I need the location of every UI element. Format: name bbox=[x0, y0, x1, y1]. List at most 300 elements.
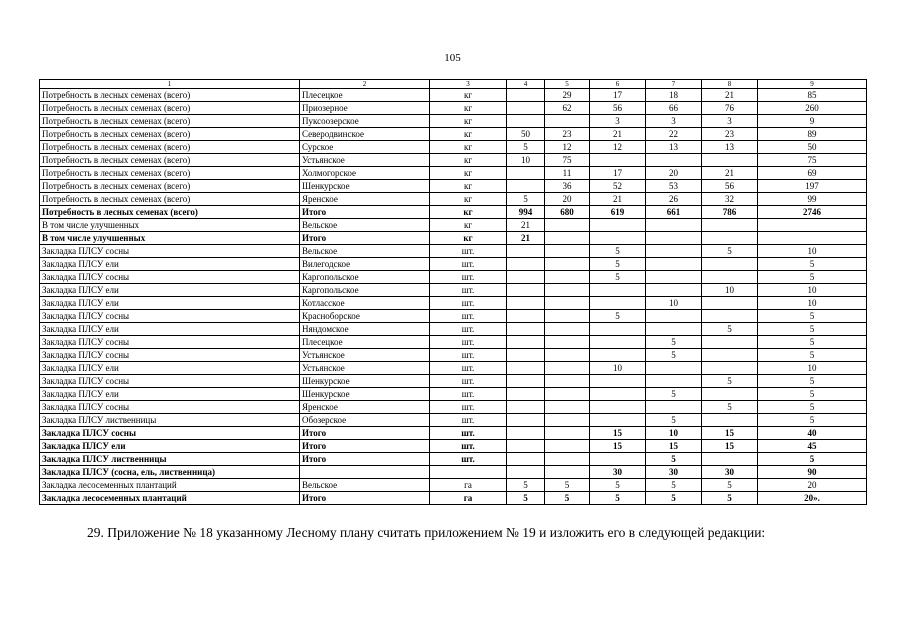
table-cell: 661 bbox=[646, 206, 702, 219]
table-cell bbox=[646, 401, 702, 414]
footer-paragraph: 29. Приложение № 18 указанному Лесному плану считать приложением № 19 и изложить его в следующей редакции: bbox=[87, 525, 766, 540]
table-cell: шт. bbox=[430, 453, 507, 466]
table-cell: 62 bbox=[545, 102, 590, 115]
table-cell: 32 bbox=[702, 193, 758, 206]
table-cell bbox=[646, 154, 702, 167]
table-row bbox=[40, 258, 867, 271]
table-cell: Плесецкое bbox=[300, 89, 430, 102]
table-cell bbox=[702, 271, 758, 284]
table-cell: 5 bbox=[646, 492, 702, 505]
table-cell: 15 bbox=[590, 440, 646, 453]
table-cell: Устьянское bbox=[300, 362, 430, 375]
table-cell bbox=[545, 284, 590, 297]
table-cell: 5 bbox=[507, 141, 545, 154]
column-number: 8 bbox=[702, 80, 758, 89]
table-cell: 15 bbox=[702, 427, 758, 440]
table-cell: Закладка ПЛСУ сосны bbox=[40, 349, 300, 362]
table-cell bbox=[590, 219, 646, 232]
table-cell bbox=[507, 375, 545, 388]
table-cell: 30 bbox=[646, 466, 702, 479]
table-cell: шт. bbox=[430, 284, 507, 297]
table-cell: Итого bbox=[300, 453, 430, 466]
table-cell bbox=[507, 167, 545, 180]
table-cell: 10 bbox=[507, 154, 545, 167]
column-number: 7 bbox=[646, 80, 702, 89]
table-cell bbox=[702, 154, 758, 167]
column-number: 3 bbox=[430, 80, 507, 89]
table-cell: Потребность в лесных семенах (всего) bbox=[40, 141, 300, 154]
table-cell: 21 bbox=[590, 128, 646, 141]
table-cell bbox=[702, 219, 758, 232]
table-cell bbox=[300, 466, 430, 479]
table-cell: 5 bbox=[702, 479, 758, 492]
table-cell: Няндомское bbox=[300, 323, 430, 336]
table-cell: 40 bbox=[758, 427, 867, 440]
table-cell bbox=[590, 154, 646, 167]
table-cell bbox=[507, 453, 545, 466]
table-cell: 50 bbox=[507, 128, 545, 141]
table-cell bbox=[590, 297, 646, 310]
table-cell: Закладка лесосеменных плантаций bbox=[40, 492, 300, 505]
table-cell bbox=[507, 297, 545, 310]
table-cell bbox=[507, 323, 545, 336]
table-cell: 2746 bbox=[758, 206, 867, 219]
table-cell: 21 bbox=[590, 193, 646, 206]
table-cell: Закладка ПЛСУ сосны bbox=[40, 336, 300, 349]
table-cell bbox=[702, 336, 758, 349]
table-cell bbox=[545, 297, 590, 310]
table-cell: 17 bbox=[590, 167, 646, 180]
table-cell: Итого bbox=[300, 206, 430, 219]
table-cell: Пуксоозерское bbox=[300, 115, 430, 128]
column-number: 9 bbox=[758, 80, 867, 89]
table-cell bbox=[758, 232, 867, 245]
table-cell: 12 bbox=[590, 141, 646, 154]
table-cell: 23 bbox=[702, 128, 758, 141]
table-cell: 3 bbox=[702, 115, 758, 128]
table-cell: шт. bbox=[430, 349, 507, 362]
table-cell: Каргопольское bbox=[300, 284, 430, 297]
table-cell: 52 bbox=[590, 180, 646, 193]
table-cell: 53 bbox=[646, 180, 702, 193]
table-cell bbox=[590, 232, 646, 245]
table-cell bbox=[646, 362, 702, 375]
table-cell: Красноборское bbox=[300, 310, 430, 323]
table-row bbox=[40, 128, 867, 141]
table-cell: кг bbox=[430, 128, 507, 141]
table-cell: Холмогорское bbox=[300, 167, 430, 180]
table-cell: шт. bbox=[430, 375, 507, 388]
table-cell: 994 bbox=[507, 206, 545, 219]
table-cell bbox=[507, 401, 545, 414]
table-cell: 5 bbox=[590, 479, 646, 492]
table-cell bbox=[545, 245, 590, 258]
table-cell: га bbox=[430, 479, 507, 492]
table-cell: кг bbox=[430, 115, 507, 128]
table-cell bbox=[758, 219, 867, 232]
table-row bbox=[40, 167, 867, 180]
table-cell: 5 bbox=[758, 349, 867, 362]
table-cell: 197 bbox=[758, 180, 867, 193]
table-cell: 85 bbox=[758, 89, 867, 102]
table-cell: Потребность в лесных семенах (всего) bbox=[40, 102, 300, 115]
table-cell: Закладка ПЛСУ сосны bbox=[40, 401, 300, 414]
table-cell bbox=[545, 362, 590, 375]
table-cell: Потребность в лесных семенах (всего) bbox=[40, 167, 300, 180]
table-cell: 5 bbox=[646, 336, 702, 349]
table-cell bbox=[507, 349, 545, 362]
table-row bbox=[40, 375, 867, 388]
table-cell bbox=[646, 310, 702, 323]
table-cell: Вельское bbox=[300, 219, 430, 232]
table-cell bbox=[646, 271, 702, 284]
table-cell bbox=[702, 297, 758, 310]
table-cell: 21 bbox=[702, 167, 758, 180]
table-cell: 5 bbox=[646, 388, 702, 401]
table-cell: кг bbox=[430, 180, 507, 193]
table-cell bbox=[507, 102, 545, 115]
table-cell: Закладка ПЛСУ ели bbox=[40, 284, 300, 297]
table-row bbox=[40, 414, 867, 427]
table-cell: 10 bbox=[646, 297, 702, 310]
table-cell bbox=[702, 453, 758, 466]
table-row bbox=[40, 115, 867, 128]
table-cell bbox=[590, 323, 646, 336]
table-cell: В том числе улучшенных bbox=[40, 232, 300, 245]
table-cell: шт. bbox=[430, 427, 507, 440]
table-cell: 5 bbox=[646, 414, 702, 427]
table-cell: Закладка ПЛСУ ели bbox=[40, 440, 300, 453]
table-cell: кг bbox=[430, 193, 507, 206]
table-cell: 260 bbox=[758, 102, 867, 115]
table-cell: 90 bbox=[758, 466, 867, 479]
table-cell: 5 bbox=[646, 479, 702, 492]
table-cell: 5 bbox=[758, 271, 867, 284]
table-cell bbox=[545, 115, 590, 128]
table-cell bbox=[545, 466, 590, 479]
table-cell: 619 bbox=[590, 206, 646, 219]
table-cell: Северодвинское bbox=[300, 128, 430, 141]
table-cell bbox=[590, 388, 646, 401]
table-cell bbox=[646, 245, 702, 258]
table-cell: Шенкурское bbox=[300, 388, 430, 401]
table-cell bbox=[507, 180, 545, 193]
table-row bbox=[40, 245, 867, 258]
table-cell: Яренское bbox=[300, 193, 430, 206]
table-cell: Закладка ПЛСУ (сосна, ель, лиственница) bbox=[40, 466, 300, 479]
table-cell: 21 bbox=[507, 232, 545, 245]
table-cell: Закладка ПЛСУ сосны bbox=[40, 375, 300, 388]
table-row bbox=[40, 427, 867, 440]
table-cell bbox=[507, 115, 545, 128]
table-cell: 9 bbox=[758, 115, 867, 128]
table-cell: Потребность в лесных семенах (всего) bbox=[40, 128, 300, 141]
table-cell: Закладка ПЛСУ ели bbox=[40, 362, 300, 375]
table-cell: Закладка ПЛСУ лиственницы bbox=[40, 453, 300, 466]
table-cell: 23 bbox=[545, 128, 590, 141]
table-row bbox=[40, 180, 867, 193]
table-cell: 5 bbox=[590, 245, 646, 258]
table-cell: 12 bbox=[545, 141, 590, 154]
table-cell: шт. bbox=[430, 362, 507, 375]
table-row bbox=[40, 141, 867, 154]
table-cell: 680 bbox=[545, 206, 590, 219]
table-cell bbox=[590, 401, 646, 414]
table-cell: Потребность в лесных семенах (всего) bbox=[40, 115, 300, 128]
table-cell: кг bbox=[430, 102, 507, 115]
table-cell bbox=[702, 414, 758, 427]
table-cell bbox=[430, 466, 507, 479]
table-cell bbox=[507, 440, 545, 453]
table-row bbox=[40, 297, 867, 310]
table-row bbox=[40, 206, 867, 219]
table-cell: 20 bbox=[545, 193, 590, 206]
table-cell: 5 bbox=[758, 453, 867, 466]
table-cell: кг bbox=[430, 219, 507, 232]
table-cell: 5 bbox=[646, 453, 702, 466]
table-row bbox=[40, 219, 867, 232]
table-cell bbox=[507, 284, 545, 297]
table-row bbox=[40, 336, 867, 349]
table-cell bbox=[646, 232, 702, 245]
table-cell: 3 bbox=[646, 115, 702, 128]
table-cell: 36 bbox=[545, 180, 590, 193]
table-cell bbox=[507, 362, 545, 375]
table-cell bbox=[507, 89, 545, 102]
table-cell: 10 bbox=[758, 284, 867, 297]
table-cell: 10 bbox=[646, 427, 702, 440]
table-cell bbox=[590, 336, 646, 349]
table-cell: 5 bbox=[702, 245, 758, 258]
table-cell: Вельское bbox=[300, 245, 430, 258]
table-cell bbox=[545, 453, 590, 466]
table-cell: га bbox=[430, 492, 507, 505]
table-cell: Закладка ПЛСУ ели bbox=[40, 297, 300, 310]
table-cell: Плесецкое bbox=[300, 336, 430, 349]
table-cell bbox=[702, 349, 758, 362]
column-number: 1 bbox=[40, 80, 300, 89]
table-cell: 20 bbox=[646, 167, 702, 180]
table-cell: 5 bbox=[507, 492, 545, 505]
table-row bbox=[40, 310, 867, 323]
table-row bbox=[40, 466, 867, 479]
table-cell: 89 bbox=[758, 128, 867, 141]
table-cell: Закладка ПЛСУ сосны bbox=[40, 310, 300, 323]
table-cell: 5 bbox=[507, 193, 545, 206]
column-number: 2 bbox=[300, 80, 430, 89]
table-cell: Закладка ПЛСУ ели bbox=[40, 388, 300, 401]
table-cell bbox=[590, 414, 646, 427]
table-cell: Закладка ПЛСУ лиственницы bbox=[40, 414, 300, 427]
table-row bbox=[40, 479, 867, 492]
table-row bbox=[40, 323, 867, 336]
table-cell: 45 bbox=[758, 440, 867, 453]
table-cell: шт. bbox=[430, 271, 507, 284]
table-cell bbox=[507, 427, 545, 440]
table-row bbox=[40, 89, 867, 102]
table-cell: Каргопольское bbox=[300, 271, 430, 284]
table-cell: Котласское bbox=[300, 297, 430, 310]
table-row bbox=[40, 492, 867, 505]
table-row bbox=[40, 440, 867, 453]
table-cell bbox=[646, 375, 702, 388]
table-cell: 15 bbox=[702, 440, 758, 453]
table-cell: 5 bbox=[702, 492, 758, 505]
table-cell: 5 bbox=[758, 258, 867, 271]
table-cell: Закладка ПЛСУ ели bbox=[40, 258, 300, 271]
table-cell bbox=[590, 453, 646, 466]
table-cell: кг bbox=[430, 141, 507, 154]
table-cell bbox=[507, 245, 545, 258]
table-cell: 75 bbox=[545, 154, 590, 167]
table-cell: 21 bbox=[702, 89, 758, 102]
table-cell bbox=[702, 232, 758, 245]
table-cell bbox=[507, 414, 545, 427]
table-cell: 5 bbox=[590, 492, 646, 505]
table-cell: шт. bbox=[430, 258, 507, 271]
table-cell: Устьянское bbox=[300, 349, 430, 362]
column-number: 5 bbox=[545, 80, 590, 89]
table-cell: шт. bbox=[430, 310, 507, 323]
table-cell: 69 bbox=[758, 167, 867, 180]
table-cell: Вилегодское bbox=[300, 258, 430, 271]
table-cell: 5 bbox=[590, 310, 646, 323]
table-cell: 20 bbox=[758, 479, 867, 492]
table-cell: Закладка ПЛСУ ели bbox=[40, 323, 300, 336]
table-cell: 15 bbox=[590, 427, 646, 440]
table-cell: 5 bbox=[507, 479, 545, 492]
table-cell: 5 bbox=[758, 414, 867, 427]
table-row bbox=[40, 271, 867, 284]
table-cell: 10 bbox=[590, 362, 646, 375]
table-cell: Устьянское bbox=[300, 154, 430, 167]
table-cell bbox=[545, 349, 590, 362]
table-cell: 5 bbox=[702, 375, 758, 388]
table-cell: Шенкурское bbox=[300, 180, 430, 193]
table-row bbox=[40, 284, 867, 297]
column-number: 4 bbox=[507, 80, 545, 89]
table-cell: 10 bbox=[758, 297, 867, 310]
table-row bbox=[40, 401, 867, 414]
table-cell bbox=[545, 323, 590, 336]
table-cell bbox=[507, 258, 545, 271]
table-cell bbox=[646, 219, 702, 232]
table-row bbox=[40, 193, 867, 206]
table-cell: 5 bbox=[702, 323, 758, 336]
table-cell: шт. bbox=[430, 297, 507, 310]
table-cell: 22 bbox=[646, 128, 702, 141]
table-cell: 5 bbox=[758, 401, 867, 414]
table-cell: 5 bbox=[545, 479, 590, 492]
table-cell: шт. bbox=[430, 414, 507, 427]
table-header-row bbox=[40, 80, 867, 89]
table-cell: 56 bbox=[702, 180, 758, 193]
table-cell: шт. bbox=[430, 440, 507, 453]
table-cell bbox=[545, 258, 590, 271]
table-cell: кг bbox=[430, 154, 507, 167]
table-cell: кг bbox=[430, 206, 507, 219]
table-cell: Итого bbox=[300, 492, 430, 505]
table-cell: 56 bbox=[590, 102, 646, 115]
table-cell: 17 bbox=[590, 89, 646, 102]
table-cell: Закладка ПЛСУ сосны bbox=[40, 271, 300, 284]
table-cell bbox=[702, 310, 758, 323]
table-cell: шт. bbox=[430, 245, 507, 258]
table-cell: 13 bbox=[646, 141, 702, 154]
table-cell bbox=[590, 375, 646, 388]
table-cell: Приозерное bbox=[300, 102, 430, 115]
table-row bbox=[40, 388, 867, 401]
table-cell: 5 bbox=[758, 323, 867, 336]
table-cell: 3 bbox=[590, 115, 646, 128]
table-cell bbox=[646, 258, 702, 271]
table-cell: Итого bbox=[300, 232, 430, 245]
table-cell: 75 bbox=[758, 154, 867, 167]
table-cell: 99 bbox=[758, 193, 867, 206]
table-cell: кг bbox=[430, 89, 507, 102]
table-cell: кг bbox=[430, 232, 507, 245]
page-number: 105 bbox=[444, 52, 461, 64]
table-cell: Итого bbox=[300, 427, 430, 440]
table-cell: 5 bbox=[758, 388, 867, 401]
table-cell: 76 bbox=[702, 102, 758, 115]
table-cell: 10 bbox=[758, 245, 867, 258]
table-cell: Закладка лесосеменных плантаций bbox=[40, 479, 300, 492]
table-cell: 21 bbox=[507, 219, 545, 232]
table-cell bbox=[590, 284, 646, 297]
table-cell bbox=[702, 362, 758, 375]
table-cell bbox=[702, 388, 758, 401]
table-row bbox=[40, 154, 867, 167]
table-cell: 786 bbox=[702, 206, 758, 219]
table-cell: 5 bbox=[646, 349, 702, 362]
table-cell: кг bbox=[430, 167, 507, 180]
table-cell: 10 bbox=[758, 362, 867, 375]
table-cell bbox=[507, 271, 545, 284]
table-cell: 5 bbox=[702, 401, 758, 414]
table-cell: Вельское bbox=[300, 479, 430, 492]
table-cell bbox=[702, 258, 758, 271]
table-cell: 5 bbox=[758, 336, 867, 349]
table-cell: 18 bbox=[646, 89, 702, 102]
table-cell: шт. bbox=[430, 336, 507, 349]
table-cell: 11 bbox=[545, 167, 590, 180]
table-cell bbox=[646, 284, 702, 297]
table-cell bbox=[507, 336, 545, 349]
table-cell: Потребность в лесных семенах (всего) bbox=[40, 180, 300, 193]
table-cell bbox=[507, 310, 545, 323]
table-cell bbox=[545, 310, 590, 323]
table-cell: 20». bbox=[758, 492, 867, 505]
table-row bbox=[40, 362, 867, 375]
table-cell: Потребность в лесных семенах (всего) bbox=[40, 193, 300, 206]
table-cell: 10 bbox=[702, 284, 758, 297]
table-row bbox=[40, 232, 867, 245]
table-row bbox=[40, 453, 867, 466]
table-cell bbox=[545, 219, 590, 232]
table-cell: Закладка ПЛСУ сосны bbox=[40, 427, 300, 440]
table-cell: 30 bbox=[590, 466, 646, 479]
table-cell: 5 bbox=[758, 310, 867, 323]
table-cell: 13 bbox=[702, 141, 758, 154]
table-cell: 30 bbox=[702, 466, 758, 479]
table-cell: Закладка ПЛСУ сосны bbox=[40, 245, 300, 258]
table-cell: Сурское bbox=[300, 141, 430, 154]
table-cell: 66 bbox=[646, 102, 702, 115]
table-row bbox=[40, 349, 867, 362]
table-cell bbox=[545, 232, 590, 245]
table-cell bbox=[545, 375, 590, 388]
